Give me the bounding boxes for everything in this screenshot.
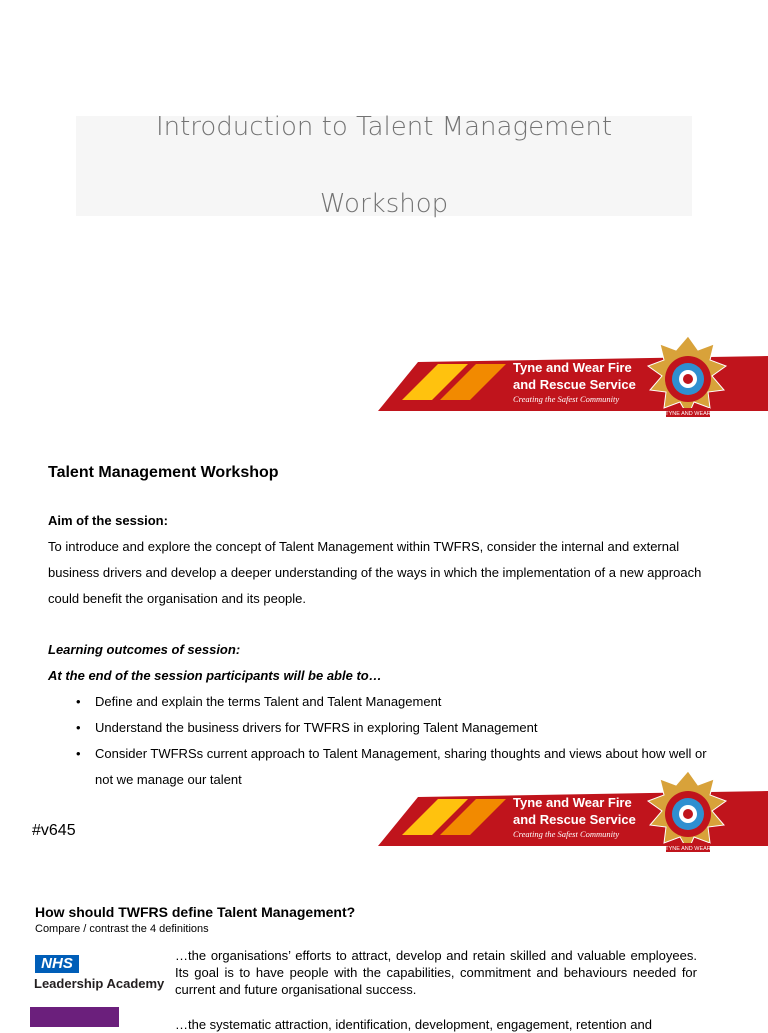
banner-tagline: Creating the Safest Community	[513, 394, 620, 404]
twfrs-banner-logo	[378, 334, 768, 434]
nhs-logo: NHS	[35, 955, 79, 973]
twfrs-banner-logo	[378, 769, 768, 869]
outcomes-label: Learning outcomes of session:	[48, 642, 241, 657]
crest-text: TYNE AND WEAR	[665, 411, 711, 417]
definition-1: …the organisations’ efforts to attract, develop and retain skilled and valuable employees. Its goal is to have people with the capabilities, commitment and behaviours needed for current and future organisational success.	[175, 948, 697, 997]
definitions-subtitle: Compare / contrast the 4 definitions	[35, 923, 209, 935]
banner-tagline: Creating the Safest Community	[513, 829, 620, 839]
outcome-item: • Understand the business drivers for TWFRS in exploring Talent Management	[48, 715, 708, 741]
banner-name-1: Tyne and Wear Fire	[513, 360, 632, 375]
definitions-question: How should TWFRS define Talent Management?	[35, 904, 356, 920]
banner-name-1: Tyne and Wear Fire	[513, 795, 632, 810]
definition-2: …the systematic attraction, identification, development, engagement, retention and	[175, 1017, 652, 1032]
nhs-academy-label: Leadership Academy	[34, 976, 165, 991]
banner-name-2: and Rescue Service	[513, 812, 636, 827]
title-line-1: Introduction to Talent Management	[155, 112, 613, 142]
workshop-heading: Talent Management Workshop	[48, 464, 279, 481]
aim-section	[48, 508, 708, 612]
title-line-2: Workshop	[319, 189, 449, 219]
outcome-item: • Define and explain the terms Talent and Talent Management	[48, 689, 708, 715]
outcome-item: • Consider TWFRSs current approach to Talent Management, sharing thoughts and views about how well or not we manage our talent	[48, 741, 708, 793]
version-label: #v645	[32, 822, 76, 839]
aim-text: To introduce and explore the concept of Talent Management within TWFRS, consider the internal and external business drivers and develop a deeper understanding of the ways in which the implementation of a new approach could benefit the organisation and its people.	[48, 539, 702, 606]
banner-name-2: and Rescue Service	[513, 377, 636, 392]
aim-label: Aim of the session:	[48, 513, 168, 528]
purple-logo-block	[30, 1007, 119, 1027]
crest-text: TYNE AND WEAR	[665, 846, 711, 852]
outcomes-intro: At the end of the session participants will be able to…	[48, 668, 382, 683]
